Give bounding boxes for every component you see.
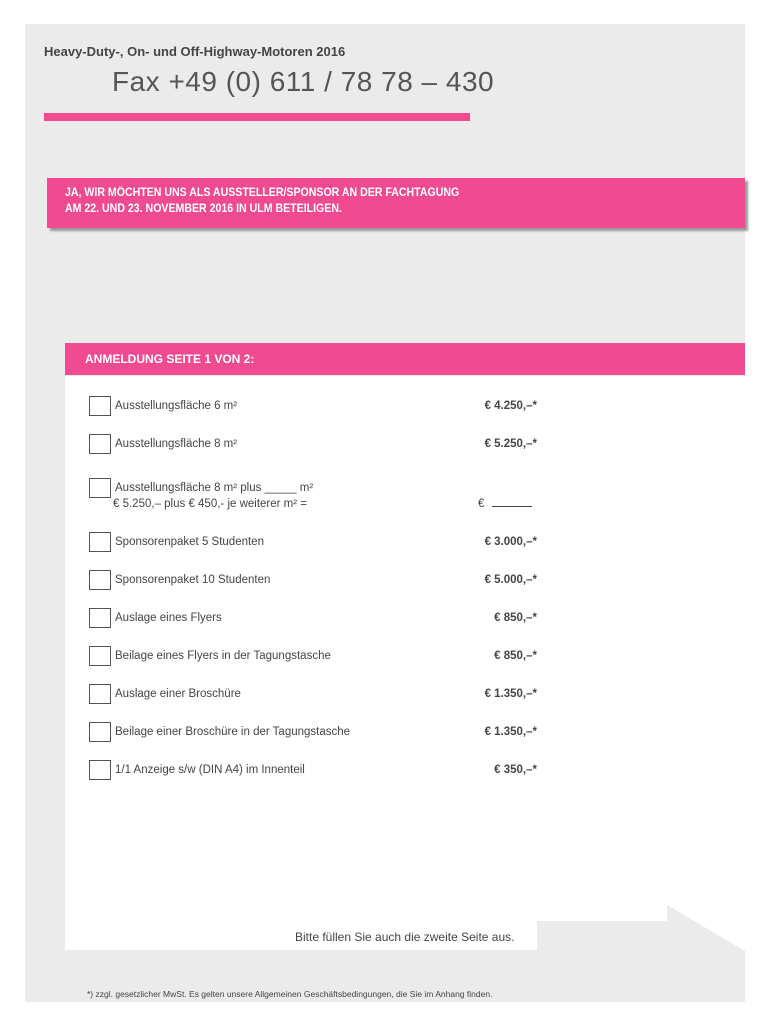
item-price: € 3.000,–* <box>484 536 537 548</box>
item-checkbox[interactable] <box>89 646 111 666</box>
item-checkbox[interactable] <box>89 570 111 590</box>
item-price: € <box>478 498 485 510</box>
announcement-banner <box>47 178 745 228</box>
accent-rule <box>44 113 470 121</box>
item-checkbox[interactable] <box>89 760 111 780</box>
order-item <box>89 434 549 456</box>
section-header <box>65 343 745 375</box>
order-item <box>89 608 549 630</box>
order-item <box>89 646 549 668</box>
event-title: Heavy-Duty-, On- und Off-Highway-Motoren 2016 <box>44 44 346 59</box>
item-price: € 1.350,–* <box>484 688 537 700</box>
order-item <box>89 532 549 554</box>
fax-number: Fax +49 (0) 611 / 78 78 – 430 <box>112 66 495 97</box>
left-margin-panel <box>25 376 65 1002</box>
item-checkbox[interactable] <box>89 532 111 552</box>
announcement-text <box>65 185 459 217</box>
item-price: € 350,–* <box>494 764 537 776</box>
item-sublabel: € 5.250,– plus € 450,- je weiterer m² = <box>113 498 308 510</box>
item-label: Ausstellungsfläche 6 m² <box>115 400 238 412</box>
order-item <box>89 760 549 782</box>
footnote: *) zzgl. gesetzlicher MwSt. Es gelten unsere Allgemeinen Geschäftsbedingungen, die Sie im Anhang finden. <box>87 989 493 999</box>
item-label: Auslage einer Broschüre <box>115 688 241 700</box>
item-price: € 1.350,–* <box>484 726 537 738</box>
order-item <box>89 396 549 418</box>
price-blank-line <box>492 506 532 507</box>
item-checkbox[interactable] <box>89 434 111 454</box>
item-checkbox[interactable] <box>89 608 111 628</box>
item-checkbox[interactable] <box>89 722 111 742</box>
item-price: € 850,–* <box>494 612 537 624</box>
next-page-hint: Bitte füllen Sie auch die zweite Seite aus. <box>295 930 515 944</box>
item-label: Auslage eines Flyers <box>115 612 222 624</box>
order-item <box>89 570 549 592</box>
item-checkbox[interactable] <box>89 684 111 704</box>
item-label: Sponsorenpaket 10 Studenten <box>115 574 271 586</box>
item-label: Sponsorenpaket 5 Studenten <box>115 536 264 548</box>
order-item <box>89 684 549 706</box>
item-price-field[interactable] <box>478 498 532 510</box>
announcement-line-2: AM 22. UND 23. NOVEMBER 2016 IN ULM BETEILIGEN. <box>65 203 342 215</box>
item-checkbox[interactable] <box>89 396 111 416</box>
item-label: Beilage eines Flyers in der Tagungstasche <box>115 650 331 662</box>
item-price: € 5.250,–* <box>484 438 537 450</box>
item-label: 1/1 Anzeige s/w (DIN A4) im Innenteil <box>115 764 305 776</box>
order-item <box>89 478 549 518</box>
order-item <box>89 722 549 744</box>
item-checkbox[interactable] <box>89 478 111 498</box>
item-label: Beilage einer Broschüre in der Tagungstasche <box>115 726 351 738</box>
item-price: € 5.000,–* <box>484 574 537 586</box>
item-price: € 4.250,–* <box>484 400 537 412</box>
arrow-right-icon <box>537 905 745 997</box>
item-label: Ausstellungsfläche 8 m² plus _____ m² <box>115 482 314 494</box>
announcement-line-1: JA, WIR MÖCHTEN UNS ALS AUSSTELLER/SPONSOR AN DER FACHTAGUNG <box>65 187 460 199</box>
section-title: ANMELDUNG SEITE 1 VON 2: <box>85 352 255 366</box>
item-label: Ausstellungsfläche 8 m² <box>115 438 238 450</box>
item-price: € 850,–* <box>494 650 537 662</box>
